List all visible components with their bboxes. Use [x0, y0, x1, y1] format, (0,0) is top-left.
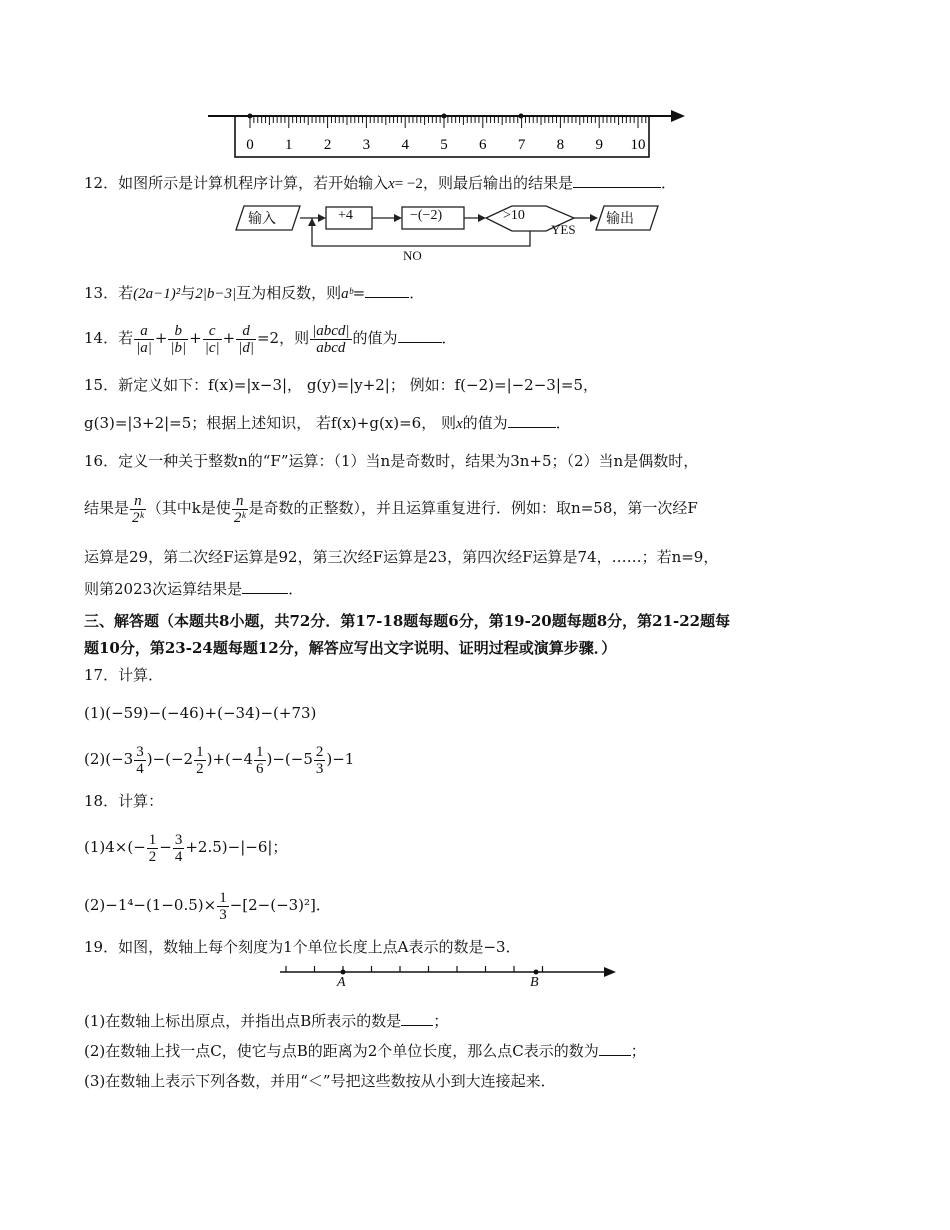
q19-point-a: [341, 970, 346, 975]
q19-sub2-blank[interactable]: [599, 1041, 631, 1056]
ruler-dot-5: [442, 114, 447, 119]
q19-sub3: (3)在数轴上表示下列各数，并用“＜”号把这些数按从小到大连接起来．: [84, 1072, 556, 1090]
q15-line2-b: 的值为: [462, 414, 508, 432]
q13-end: ．: [409, 284, 425, 302]
ruler-label: 0: [246, 137, 254, 153]
ruler-label: 2: [323, 137, 332, 153]
q17-frac-4: $\frac{2}{3}$: [315, 743, 324, 777]
q14-frac-a: $\frac{a}{|a|}$: [136, 322, 152, 356]
q13-ab: aᵇ: [341, 286, 353, 302]
ruler-label: 9: [595, 137, 603, 153]
q16-frac-2: $\frac{n}{\text{2ᵏ}}$: [233, 492, 246, 526]
section3-line2: 题10分，第23-24题每题12分，解答应写出文字说明、证明过程或演算步骤．）: [84, 639, 617, 657]
q18-frac-1: $\frac{1}{2}$: [148, 831, 157, 865]
q14-text: 14．若 $\frac{a}{|a|}$ + $\frac{b}{|b|}$ + $\frac{c}{|c|}$ + $\frac{d}{|d|}$ =2，则 $\frac{\text{|abcd|}}{\text{abcd}}$ 的值为 ．: [84, 322, 457, 356]
q13-answer-blank[interactable]: [365, 283, 409, 298]
q13-mid: 与: [180, 284, 196, 302]
q14-frac-b: $\frac{b}{|b|}$: [170, 322, 187, 356]
q19-sub1-blank[interactable]: [401, 1011, 433, 1026]
q16-line4-a: 则第2023次运算结果是: [84, 580, 243, 598]
q12-end: ．: [660, 174, 676, 192]
q16-line2: [84, 488, 698, 528]
q15-end: ．: [555, 414, 571, 432]
q12-answer-blank[interactable]: [573, 173, 661, 188]
q17-frac-3: $\frac{1}{6}$: [256, 743, 264, 777]
q14-eq: =2，则: [256, 329, 310, 347]
q14-answer-blank[interactable]: [398, 328, 442, 343]
q12-flowchart: [230, 204, 670, 264]
ruler-ticks: [250, 117, 646, 128]
flow-input-label: 输入: [248, 211, 276, 227]
ruler-arrow: [671, 110, 685, 122]
q16-line1: 16．定义一种关于整数n的“F”运算：（1）当n是奇数时，结果为3n+5；（2）当n是偶数时，: [84, 452, 699, 470]
q16-frac-1: $\frac{n}{\text{2ᵏ}}$: [132, 492, 144, 526]
q19-label-b: B: [530, 975, 539, 990]
q18-part2: (2)−1⁴−(1−0.5)× $\frac{1}{3}$ −[2−(−3)²]．: [84, 889, 331, 923]
q12-lead: 12．如图所示是计算机程序计算，若开始输入: [84, 174, 389, 192]
q17-title: 17．计算．: [84, 666, 164, 684]
ruler-label: 1: [285, 137, 293, 153]
q14-frac-c: $\frac{c}{|c|}$: [204, 322, 220, 356]
ruler-label: 5: [440, 137, 448, 153]
q15-line2-a: g(3)=|3+2|=5；根据上述知识， 若f(x)+g(x)=6， 则: [84, 414, 456, 432]
q18-part1: (1)4×(− $\frac{1}{2}$ − $\frac{3}{4}$ +2.5)−|−6|；: [84, 831, 288, 865]
q19-label-a: A: [337, 975, 346, 990]
q13-expr1: (2a−1)²: [133, 286, 181, 302]
q19-text: 19．如图，数轴上每个刻度为1个单位长度上点A表示的数是−3．: [84, 938, 521, 956]
section3-line1: 三、解答题（本题共8小题，共72分．第17-18题每题6分，第19-20题每题8分，第21-22题每: [84, 612, 731, 630]
q12-var: x: [388, 176, 395, 192]
ruler-label: 10: [630, 137, 646, 153]
q16-end: ．: [288, 580, 304, 598]
q18-title: 18．计算：: [84, 792, 164, 810]
q18-frac-3: $\frac{1}{3}$: [219, 889, 227, 923]
q15-answer-blank[interactable]: [508, 413, 556, 428]
q16-line3: 运算是29，第二次经F运算是92，第三次经F运算是23，第四次经F运算是74，……；若n=9，: [84, 548, 719, 566]
ruler-figure: [205, 105, 695, 163]
q16-answer-blank[interactable]: [242, 579, 288, 594]
ruler-dot-7: [519, 114, 524, 119]
flow-yes-label: YES: [551, 222, 576, 237]
q12-tail: ，则最后输出的结果是: [422, 174, 573, 192]
q15-line2: [84, 412, 571, 435]
q16-line2-a: 结果是: [84, 499, 130, 517]
q15-var: x: [456, 416, 463, 432]
q13-tail: 互为相反数，则: [236, 284, 342, 302]
q12-text: [84, 172, 676, 195]
q13-lead: 13．若: [84, 284, 134, 302]
q16-line2-b: （其中k是使: [146, 499, 231, 517]
q13-eq: =: [352, 284, 366, 302]
q19-ticks: [286, 966, 543, 972]
q16-line4: [84, 578, 303, 600]
q19-sub2: (2)在数轴上找一点C，使它与点B的距离为2个单位长度，那么点C表示的数为 ；: [84, 1042, 646, 1060]
q19-arrow: [604, 967, 616, 977]
flow-no-label: NO: [403, 248, 422, 263]
q17-frac-1: $\frac{3}{4}$: [136, 743, 144, 777]
ruler-label: 3: [362, 137, 371, 153]
q19-sub1: (1)在数轴上标出原点，并指出点B所表示的数是 ；: [84, 1012, 449, 1030]
q14-end: ．: [441, 329, 457, 347]
q14-frac-d: $\frac{d}{|d|}$: [238, 322, 254, 356]
flow-step2-label: −(−2): [410, 208, 443, 223]
q12-value: = −2: [394, 176, 423, 192]
flow-step1-label: +4: [338, 208, 353, 223]
q14-lead: 14．若: [84, 329, 134, 347]
flow-cond-label: >10: [503, 208, 525, 223]
ruler-label: 6: [479, 137, 487, 153]
flow-output-label: 输出: [606, 211, 634, 227]
q17-frac-2: $\frac{1}{2}$: [196, 743, 204, 777]
q15-line1: 15．新定义如下：f(x)=|x−3|， g(y)=|y+2|； 例如：f(−2)=|−2−3|=5，: [84, 376, 599, 394]
q13-text: [84, 282, 424, 305]
ruler-labels: [246, 137, 645, 153]
q13-expr2: 2|b−3|: [195, 286, 237, 302]
q18-frac-2: $\frac{3}{4}$: [174, 831, 183, 865]
ruler-label: 8: [556, 137, 565, 153]
q14-tail: 的值为: [352, 329, 398, 347]
q19-point-b: [534, 970, 539, 975]
ruler-label: 7: [517, 137, 526, 153]
q17-part2: (2)(−3 $\frac{3}{4}$ )−(−2 $\frac{1}{2}$ )+(−4 $\frac{1}{6}$ )−(−5 $\frac{2}{3}$ )−1: [84, 743, 355, 777]
ruler-dot-0: [248, 114, 253, 119]
q14-big-frac: $\frac{\text{|abcd|}}{\text{abcd}}$: [312, 322, 350, 356]
q16-line2-c: 是奇数的正整数），并且运算重复进行．例如：取n=58，第一次经F: [248, 499, 698, 517]
q19-number-line: [278, 962, 618, 998]
ruler-label: 4: [401, 137, 409, 153]
q17-part1: (1)(−59)−(−46)+(−34)−(+73): [84, 704, 317, 722]
